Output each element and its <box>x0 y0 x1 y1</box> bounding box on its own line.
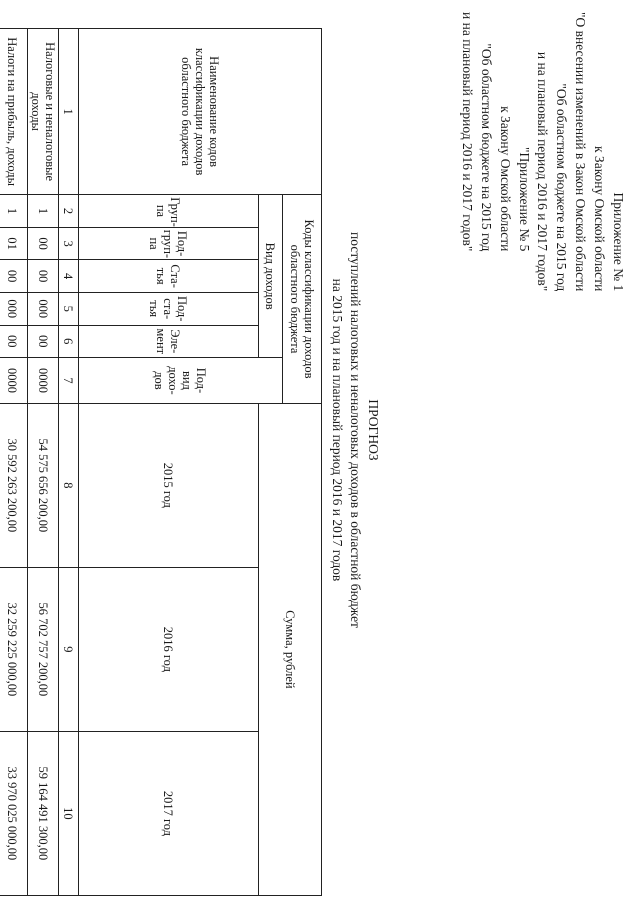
row-article: 00 <box>0 260 28 293</box>
row-2016: 56 702 757 200,00 <box>28 567 59 731</box>
row-name: Налоги на прибыль, доходы <box>0 29 28 195</box>
row-2015: 54 575 656 200,00 <box>28 403 59 567</box>
document-title <box>328 150 382 710</box>
row-2017: 33 970 025 000,00 <box>0 731 28 895</box>
col-number: 2 <box>59 195 79 228</box>
col-number: 1 <box>59 29 79 195</box>
header-2017: 2017 год <box>79 731 259 895</box>
table-row <box>0 29 28 896</box>
header-codes: Коды классификации доходов областного бюджета <box>283 195 322 404</box>
annex-1-amendment: "О внесении изменений в Закон Омской области <box>573 12 588 292</box>
header-article: Ста-тья <box>79 260 259 293</box>
header-2016: 2016 год <box>79 567 259 731</box>
col-number: 4 <box>59 260 79 293</box>
row-subarticle: 000 <box>28 292 59 325</box>
row-subgroup: 00 <box>28 227 59 260</box>
row-subarticle: 000 <box>0 292 28 325</box>
annex-5-block <box>458 12 534 251</box>
header-element: Эле-мент <box>79 325 259 358</box>
col-number: 9 <box>59 567 79 731</box>
col-number: 8 <box>59 403 79 567</box>
title-line-1: поступлений налоговых и неналоговых доходов в областной бюджет <box>348 232 363 628</box>
col-number: 7 <box>59 358 79 404</box>
annex-5-number: "Приложение № 5 <box>517 147 532 252</box>
annex-1-number: Приложение № 1 <box>611 192 626 292</box>
table-row <box>28 29 59 896</box>
header-name: Наименование кодов классификации доходов областного бюджета <box>79 29 322 195</box>
row-2016: 32 259 225 000,00 <box>0 567 28 731</box>
annex-1-period: и на плановый период 2016 и 2017 годов" <box>535 51 550 292</box>
header-2015: 2015 год <box>79 403 259 567</box>
col-number: 3 <box>59 227 79 260</box>
row-subgroup: 01 <box>0 227 28 260</box>
row-name: Налоговые и неналоговые доходы <box>28 29 59 195</box>
row-subtype: 0000 <box>0 358 28 404</box>
revenue-forecast-table <box>0 28 322 896</box>
header-sum: Сумма, рублей <box>259 403 322 895</box>
annex-1-budget: "Об областном бюджете на 2015 год <box>554 83 569 292</box>
col-number: 5 <box>59 292 79 325</box>
row-2015: 30 592 263 200,00 <box>0 403 28 567</box>
header-income-type: Вид доходов <box>259 195 283 358</box>
header-group: Груп-па <box>79 195 259 228</box>
row-subtype: 0000 <box>28 358 59 404</box>
annex-1-block <box>533 12 628 291</box>
header-subtype: Под-вид дохо-дов <box>79 358 283 404</box>
annex-5-budget: "Об областном бюджете на 2015 год <box>479 43 494 252</box>
title-heading: ПРОГНОЗ <box>366 399 381 461</box>
row-element: 00 <box>28 325 59 358</box>
annex-5-law: к Закону Омской области <box>498 106 513 252</box>
header-subgroup: Под-груп-па <box>79 227 259 260</box>
row-element: 00 <box>0 325 28 358</box>
row-group: 1 <box>28 195 59 228</box>
col-number: 10 <box>59 731 79 895</box>
column-number-row <box>59 29 79 896</box>
row-2017: 59 164 491 300,00 <box>28 731 59 895</box>
col-number: 6 <box>59 325 79 358</box>
annex-5-period: и на плановый период 2016 и 2017 годов" <box>460 12 475 252</box>
title-line-2: на 2015 год и на плановый период 2016 и 2017 годов <box>330 278 345 582</box>
row-group: 1 <box>0 195 28 228</box>
annex-1-law: к Закону Омской области <box>592 146 607 292</box>
row-article: 00 <box>28 260 59 293</box>
header-subarticle: Под-ста-тья <box>79 292 259 325</box>
